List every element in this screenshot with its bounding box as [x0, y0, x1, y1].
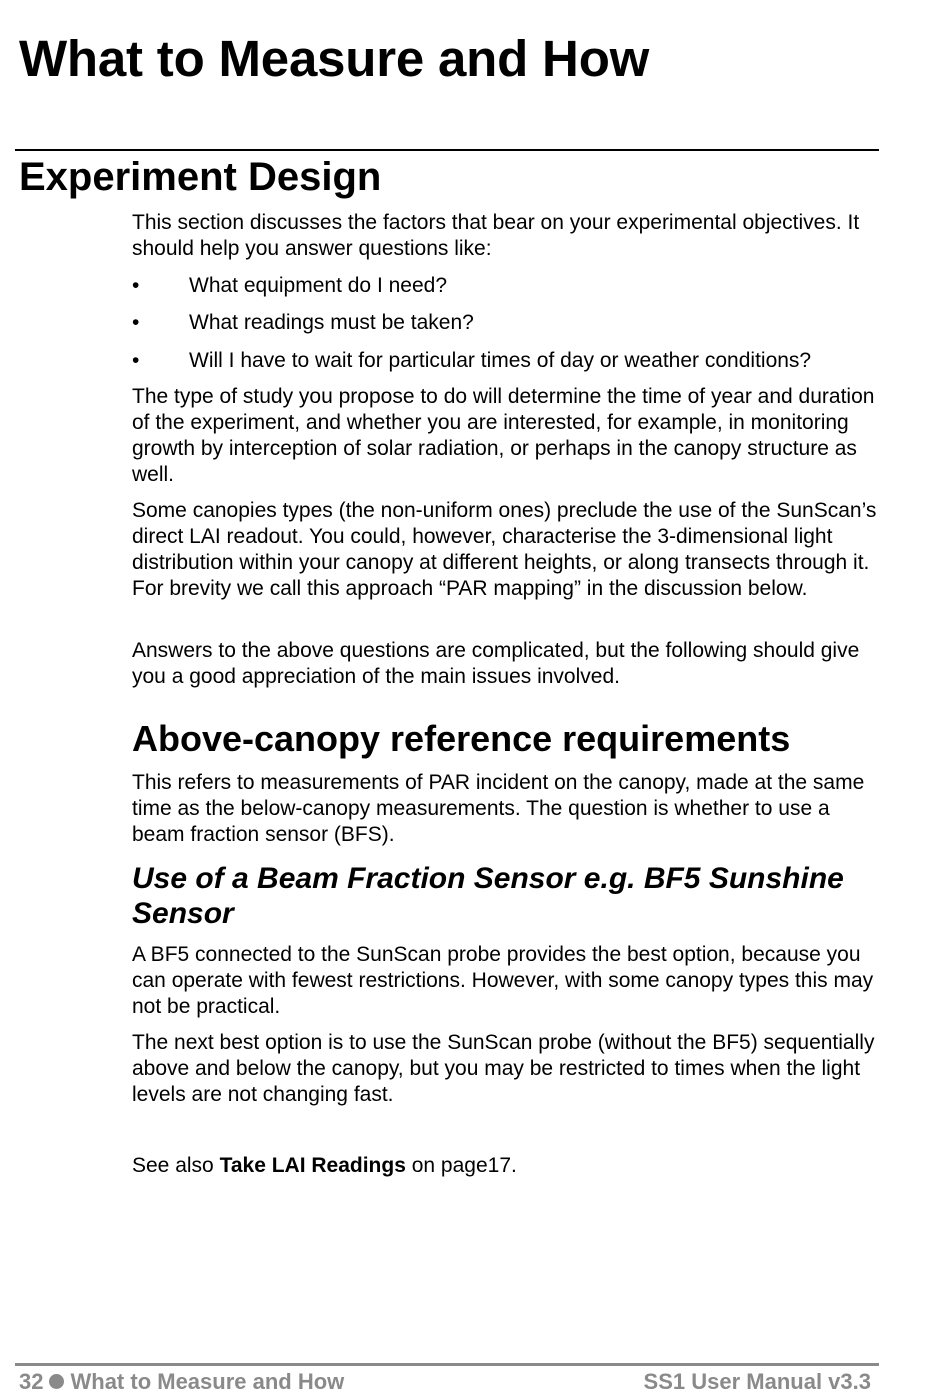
study-paragraph: The type of study you propose to do will determine the time of year and duration of the experiment, and whether you are interested, for example, in monitoring growth by interception of solar radiation, or perhaps in the canopy structure as well. [132, 385, 875, 486]
subsubsection-title: Use of a Beam Fraction Sensor e.g. BF5 Sunshine Sensor [132, 862, 844, 930]
section-title: Experiment Design [19, 155, 382, 199]
bullet-dot-icon [49, 1374, 64, 1389]
canopies-paragraph: Some canopies types (the non-uniform ones) preclude the use of the SunScan’s direct LAI readout. You could, however, characterise the 3-dimensional light distribution within your canopy at different heights, or along transects through it. For brevity we call this approach “PAR mapping” in the discussion below. [132, 499, 877, 600]
page-number: 32 [19, 1369, 44, 1394]
footer-left [19, 1368, 344, 1396]
bf5-paragraph: A BF5 connected to the SunScan probe provides the best option, because you can operate with fewest restrictions. However, with some canopy types this may not be practical. [132, 943, 874, 1018]
bullet-icon: • [132, 274, 140, 297]
section-divider [15, 149, 879, 151]
subsection-title: Above-canopy reference requirements [132, 718, 791, 759]
page-title: What to Measure and How [19, 30, 650, 87]
next-option-paragraph: The next best option is to use the SunScan probe (without the BF5) sequentially above and below the canopy, but you may be restricted to times when the light levels are not changing fast. [132, 1031, 875, 1106]
answers-paragraph: Answers to the above questions are complicated, but the following should give you a good appreciation of the main issues involved. [132, 639, 860, 688]
see-also-suffix: on page17. [405, 1154, 517, 1177]
reference-paragraph: This refers to measurements of PAR incident on the canopy, made at the same time as the below-canopy measurements. The question is whether to use a beam fraction sensor (BFS). [132, 771, 865, 846]
footer-manual-title: SS1 User Manual v3.3 [643, 1369, 871, 1394]
intro-paragraph: This section discusses the factors that bear on your experimental objectives. It should help you answer questions like: [132, 211, 860, 260]
see-also-link[interactable]: Take LAI Readings [219, 1154, 406, 1177]
footer-chapter: What to Measure and How [70, 1369, 345, 1394]
bullet-icon: • [132, 349, 140, 372]
see-also-prefix: See also [132, 1154, 220, 1177]
footer-divider [15, 1363, 879, 1366]
bullet-icon: • [132, 311, 140, 334]
list-item-text: Will I have to wait for particular times of day or weather conditions? [189, 349, 812, 372]
see-also-paragraph [132, 1153, 880, 1179]
list-item-text: What equipment do I need? [189, 274, 448, 297]
list-item-text: What readings must be taken? [189, 311, 474, 334]
